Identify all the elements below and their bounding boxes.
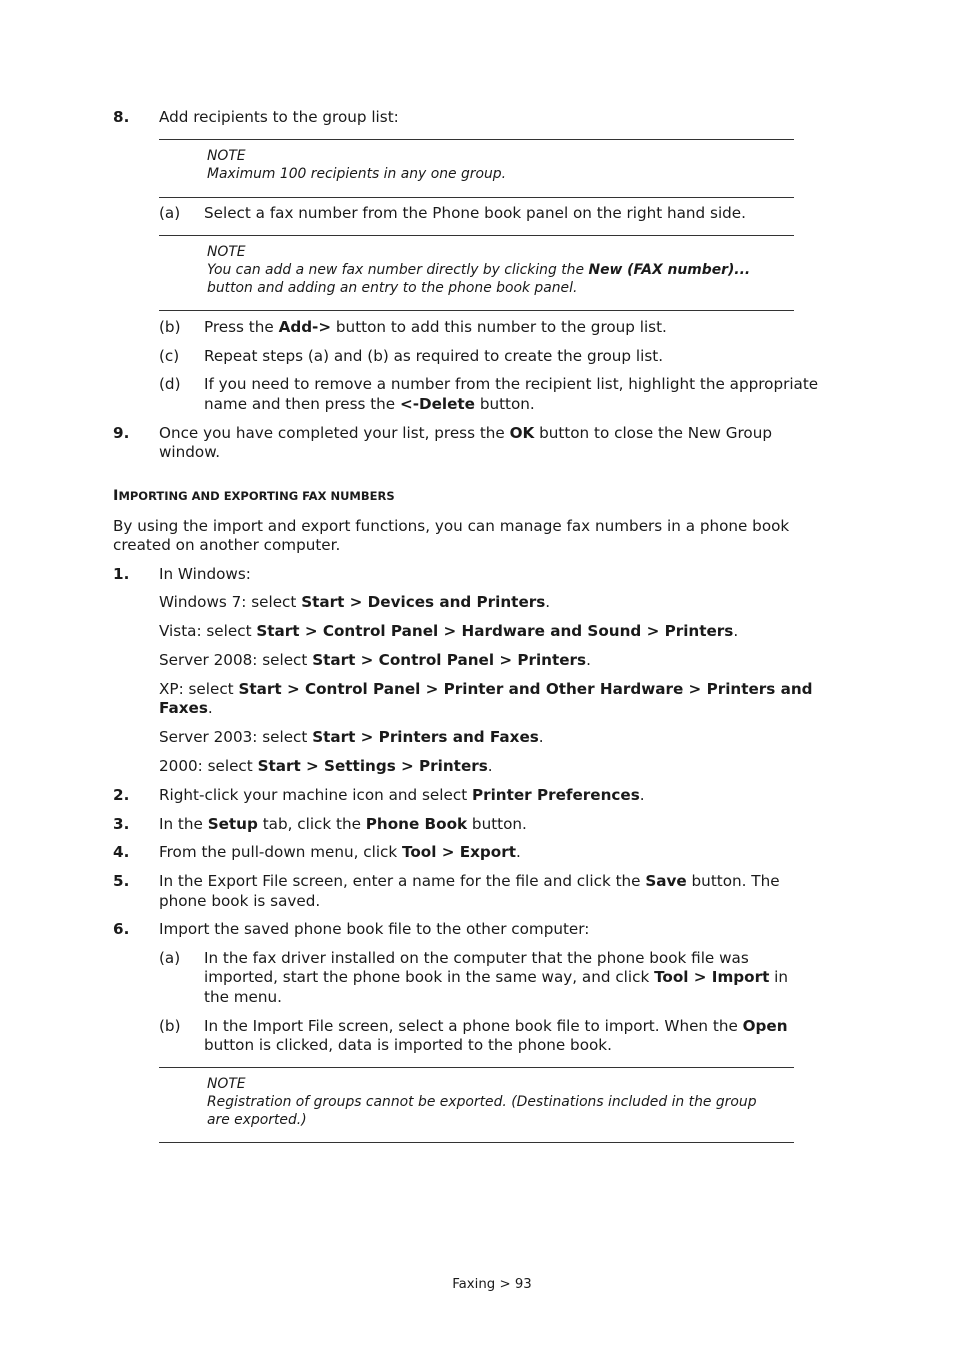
note-text: Registration of groups cannot be exported. (Destinations included in the group [207, 1094, 757, 1110]
step-text: Once you have completed your list, press the OK button to close the New Group [159, 424, 772, 442]
substep-text: name and then press the <-Delete button. [204, 395, 535, 413]
section-heading: IMPORTING AND EXPORTING FAX NUMBERS [113, 487, 395, 504]
step-text: Add recipients to the group list: [159, 108, 399, 126]
note-box [159, 139, 794, 198]
note-label: NOTE [207, 1076, 246, 1092]
substep-text: If you need to remove a number from the recipient list, highlight the appropriate [204, 375, 819, 393]
step-text: Import the saved phone book file to the other computer: [159, 920, 590, 938]
substep-text: imported, start the phone book in the same way, and click Tool > Import in [204, 968, 789, 986]
step-number: 3. [113, 815, 130, 833]
os-instruction: Vista: select Start > Control Panel > Hardware and Sound > Printers. [159, 622, 739, 640]
substep-label: (d) [159, 375, 181, 393]
intro-paragraph: By using the import and export functions, you can manage fax numbers in a phone book [113, 517, 790, 535]
note-label: NOTE [207, 148, 246, 164]
note-text: You can add a new fax number directly by clicking the New (FAX number)... [207, 262, 751, 278]
note-label: NOTE [207, 244, 246, 260]
substep-label: (b) [159, 318, 181, 336]
step-number: 1. [113, 565, 130, 583]
note-box [159, 235, 794, 311]
note-text: button and adding an entry to the phone book panel. [207, 280, 578, 296]
step-text: window. [159, 443, 221, 461]
step-text: In Windows: [159, 565, 251, 583]
substep-text: Select a fax number from the Phone book panel on the right hand side. [204, 204, 746, 222]
substep-text: In the fax driver installed on the computer that the phone book file was [204, 949, 749, 967]
intro-paragraph: created on another computer. [113, 536, 341, 554]
step-text: phone book is saved. [159, 892, 321, 910]
step-text: From the pull-down menu, click Tool > Export. [159, 843, 521, 861]
os-instruction: Faxes. [159, 699, 213, 717]
step-text: In the Export File screen, enter a name for the file and click the Save button. The [159, 872, 780, 890]
os-instruction: Server 2003: select Start > Printers and Faxes. [159, 728, 544, 746]
os-instruction: Windows 7: select Start > Devices and Printers. [159, 593, 551, 611]
step-text: In the Setup tab, click the Phone Book button. [159, 815, 527, 833]
substep-text: In the Import File screen, select a phone book file to import. When the Open [204, 1017, 788, 1035]
note-text: Maximum 100 recipients in any one group. [207, 166, 507, 182]
substep-text: button is clicked, data is imported to the phone book. [204, 1036, 612, 1054]
step-number: 5. [113, 872, 130, 890]
substep-label: (a) [159, 204, 181, 222]
page-footer: Faxing > 93 [452, 1277, 532, 1292]
substep-text: Repeat steps (a) and (b) as required to create the group list. [204, 347, 664, 365]
substep-text: Press the Add-> button to add this number to the group list. [204, 318, 667, 336]
step-number: 9. [113, 424, 130, 442]
step-number: 4. [113, 843, 130, 861]
os-instruction: XP: select Start > Control Panel > Printer and Other Hardware > Printers and [159, 680, 813, 698]
os-instruction: Server 2008: select Start > Control Panel > Printers. [159, 651, 591, 669]
substep-label: (a) [159, 949, 181, 967]
note-text: are exported.) [207, 1112, 307, 1128]
substep-label: (c) [159, 347, 180, 365]
note-box [159, 1067, 794, 1143]
os-instruction: 2000: select Start > Settings > Printers. [159, 757, 493, 775]
step-text: Right-click your machine icon and select Printer Preferences. [159, 786, 645, 804]
substep-label: (b) [159, 1017, 181, 1035]
step-number: 6. [113, 920, 130, 938]
substep-text: the menu. [204, 988, 282, 1006]
step-number: 8. [113, 108, 130, 126]
step-number: 2. [113, 786, 130, 804]
